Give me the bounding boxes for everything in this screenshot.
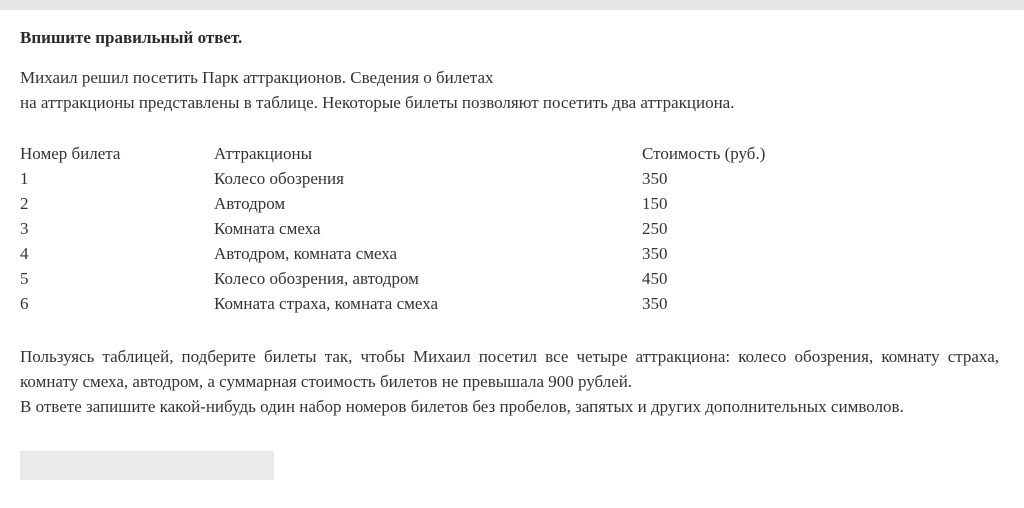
header-ticket-number: Номер билета [20, 144, 121, 163]
instruction-text: Впишите правильный ответ. [20, 28, 243, 47]
table-row [20, 266, 842, 291]
cell-cost: 350 [642, 244, 668, 263]
cell-cost: 350 [642, 294, 668, 313]
table-row [20, 291, 842, 316]
cell-ticket-number: 5 [20, 269, 29, 288]
task-paragraph-2: В ответе запишите какой-нибудь один набор номеров билетов без пробелов, запятых и других дополнительных символов. [20, 397, 904, 416]
table-row [20, 241, 842, 266]
cell-attractions: Комната смеха [214, 219, 321, 238]
table-row [20, 191, 842, 216]
cell-attractions: Колесо обозрения [214, 169, 344, 188]
intro-text [20, 65, 999, 115]
tickets-table [20, 141, 842, 316]
cell-ticket-number: 2 [20, 194, 29, 213]
cell-ticket-number: 4 [20, 244, 29, 263]
header-attractions: Аттракционы [214, 144, 313, 163]
cell-ticket-number: 3 [20, 219, 29, 238]
cell-cost: 450 [642, 269, 668, 288]
cell-ticket-number: 6 [20, 294, 29, 313]
cell-attractions: Комната страха, комната смеха [214, 294, 439, 313]
intro-line-2: на аттракционы представлены в таблице. Некоторые билеты позволяют посетить два аттракциона. [20, 93, 735, 112]
intro-line-1: Михаил решил посетить Парк аттракционов. Сведения о билетах [20, 68, 494, 87]
cell-attractions: Колесо обозрения, автодром [214, 269, 419, 288]
table-row [20, 216, 842, 241]
header-cost: Стоимость (руб.) [642, 144, 766, 163]
cell-cost: 250 [642, 219, 668, 238]
cell-attractions: Автодром [214, 194, 286, 213]
top-bar [0, 0, 1024, 10]
answer-input[interactable] [20, 451, 274, 480]
task-paragraph-1: Пользуясь таблицей, подберите билеты так, чтобы Михаил посетил все четыре аттракциона: колесо обозрения, комнату страха, комнату смеха, автодром, а суммарная стоимость билетов не превышала 900 рублей. [20, 347, 999, 391]
table-row [20, 166, 842, 191]
cell-cost: 150 [642, 194, 668, 213]
cell-attractions: Автодром, комната смеха [214, 244, 398, 263]
task-content [20, 27, 999, 419]
cell-ticket-number: 1 [20, 169, 29, 188]
cell-cost: 350 [642, 169, 668, 188]
table-header-row [20, 141, 842, 166]
